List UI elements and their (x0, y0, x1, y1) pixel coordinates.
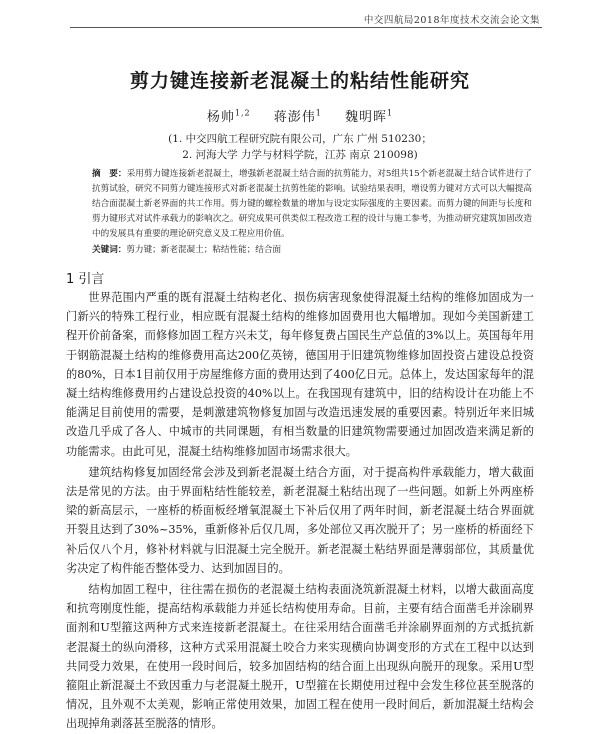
author-affil-mark: 1 (387, 108, 394, 118)
abstract (92, 167, 532, 242)
keywords-label: 关键词： (92, 245, 127, 255)
abstract-label: 摘 要： (92, 169, 127, 179)
paragraph-1: 世界范围内严重的既有混凝土结构老化、损伤病害现象使得混凝土结构的维修加固成为一门新兴的特殊工程行业，相应既有混凝土结构的维修加固费用也大幅增加。现如今美国新建工程开价前备案，而修修加固工程方兴未艾，每年修复费占国民生产总值的3%以上。英国每年用于钢筋混凝土结构的维修费用高达200亿英镑，德国用于旧建筑物维修加固投资占建设总投资的80%，日本1目前仅用于房屋维修方面的费用达到了400亿日元。总体上，发达国家每年的混凝土结构维修费用约占建设总投资的40%以上。在我国现有建筑中，旧的结构设计在功能上不能满足目前使用的需要，是刺激建筑物修复加固与改造迅速发展的重要因素。特别近年来旧城改造几乎成了各人、中城市的共同课题，有相当数量的旧建筑物需要通过加固改造来满足新的功能需求。由此可见，混凝土结构维修加固市场需求很大。 (66, 291, 534, 458)
running-head: 中交四航局2018年度技术交流会论文集 (363, 15, 540, 26)
author-list (0, 106, 600, 125)
affiliation-2: 2. 河海大学 力学与材料学院，江苏 南京 210098) (182, 149, 418, 161)
author-2 (274, 110, 322, 125)
author-affil-mark: 1 (315, 108, 322, 118)
section-heading: 1 引言 (66, 272, 105, 287)
abstract-text: 采用剪力键连接新老混凝土，增强新老混凝土结合面的抗剪能力，对5组共15个新老混凝土结合试件进行了抗剪试验，研究不同剪力键连接形式对新老混凝土抗剪性能的影响。试验结果表明，增设剪力键对方式可以大幅提高结合面混凝土新老界面的共工作用。剪力键的螺栓数量的增加与设定实际强度的主要因素。而剪力键的间距与长度和剪力键形式对试件承载力的影响次之。研究成果可供类似工程改造工程的设计与施工参考，为推动研究建筑加固改造中的发展具有重要的理论研究意义及工程应用价值。 (92, 169, 532, 239)
header-rule (70, 27, 542, 28)
keywords-text: 剪力键；新老混凝土；粘结性能；结合面 (126, 245, 282, 255)
author-name: 魏明晖 (345, 110, 388, 125)
author-3 (345, 110, 393, 125)
author-1 (207, 110, 251, 125)
author-name: 蒋澎伟 (273, 110, 316, 125)
paragraph-2: 建筑结构修复加固经常会涉及到新老混凝土结合方面，对于提高构件承载能力，增大截面法是常见的方法。由于界面粘结性能较差，新老混凝土粘结出现了一些问题。如新上外两座桥梁的新高层示，一座桥的桥面板经增氧混凝土下补后仅用了两年时间，新老混凝土结合界面就开裂且达到了30%~35%，重新修补后仅几周，多处部位又再次脱开了；另一座桥的桥面经下补后仅八个月，修补材料就与旧混凝土完全脱开。新老混凝土粘结界面是薄弱部位，其质量优劣决定了构件能否整体受力、达到加固目的。 (66, 465, 534, 575)
paper-title: 剪力键连接新老混凝土的粘结性能研究 (129, 70, 470, 92)
paragraph-3: 结构加固工程中，往往需在损伤的老混凝土结构表面浇筑新混凝土材料，以增大截面高度和抗弯刚度性能，提高结构承载能力并延长结构使用寿命。目前，主要有结合面凿毛并涂刷界面剂和U型箍这两种方式来连接新老混凝土。在往采用结合面凿毛并涂刷界面剂的方式抵抗新老混凝土的纵向滑移，这种方式采用混凝土咬合力来实现横向协调变形的方式在工程中以达到共同受力效果，在使用一段时间后，较多加固结构的结合面上出现纵向脱开的现象。采用U型箍阻止新混凝土不致因重力与老混凝土脱开，U型箍在长期使用过程中会发生移位甚至脱落的情况，且外观不太美观，影响正常使用效果，加固工程在使用一段时间后，新加混凝土结构会出现掉角剥落甚至脱落的情形。 (66, 583, 534, 731)
author-name: 杨帅 (206, 110, 235, 125)
body-text (66, 288, 534, 734)
keywords (92, 243, 532, 255)
author-affil-mark: 1,2 (234, 108, 251, 118)
affiliation-1: (1. 中交四航工程研究院有限公司，广东 广州 510230； (168, 133, 432, 145)
